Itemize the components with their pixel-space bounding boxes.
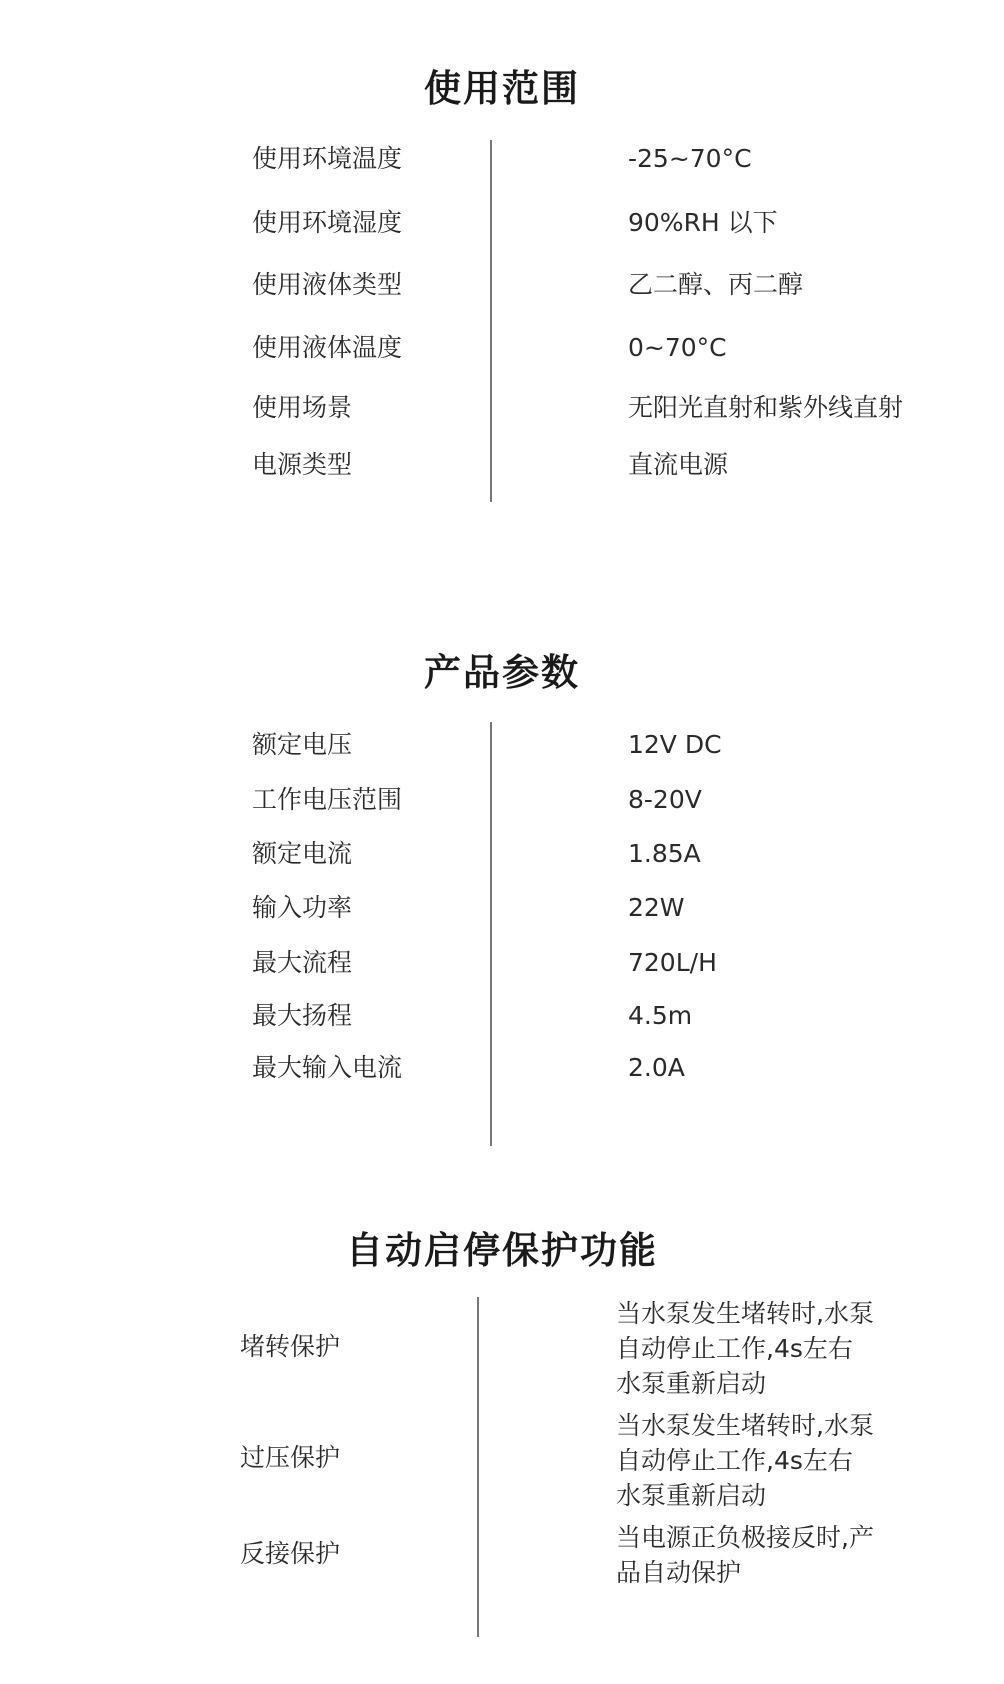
column-divider bbox=[477, 1297, 479, 1637]
row-label: 过压保护 bbox=[240, 1443, 341, 1472]
section-title: 自动启停保护功能 bbox=[346, 1229, 658, 1272]
row-label: 使用液体温度 bbox=[252, 333, 403, 362]
row-value: 1.85A bbox=[628, 839, 701, 868]
row-label: 额定电流 bbox=[252, 839, 353, 868]
row-value: 当水泵发生堵转时,水泵自动停止工作,4s左右水泵重新启动 bbox=[616, 1411, 874, 1510]
row-label: 使用环境湿度 bbox=[252, 208, 403, 237]
row-value: 720L/H bbox=[628, 948, 717, 977]
row-value: 直流电源 bbox=[628, 450, 729, 479]
row-value: -25~70°C bbox=[628, 144, 752, 173]
section-title: 使用范围 bbox=[424, 67, 580, 110]
row-value: 当电源正负极接反时,产品自动保护 bbox=[616, 1523, 874, 1587]
row-label: 使用环境温度 bbox=[252, 144, 403, 173]
row-value: 8-20V bbox=[628, 785, 702, 814]
row-label: 额定电压 bbox=[252, 730, 353, 759]
row-label: 最大输入电流 bbox=[252, 1053, 403, 1082]
row-value: 22W bbox=[628, 893, 685, 922]
row-label: 工作电压范围 bbox=[252, 785, 403, 814]
row-label: 使用液体类型 bbox=[252, 270, 403, 299]
row-label: 反接保护 bbox=[240, 1539, 341, 1568]
row-label: 输入功率 bbox=[252, 893, 353, 922]
row-value: 0~70°C bbox=[628, 333, 727, 362]
row-value: 乙二醇、丙二醇 bbox=[628, 270, 804, 299]
row-label: 使用场景 bbox=[252, 393, 353, 422]
column-divider bbox=[490, 140, 492, 502]
row-label: 最大流程 bbox=[252, 948, 353, 977]
row-value: 12V DC bbox=[628, 730, 722, 759]
row-value: 2.0A bbox=[628, 1053, 685, 1082]
row-label: 最大扬程 bbox=[252, 1001, 353, 1030]
row-label: 堵转保护 bbox=[240, 1332, 341, 1361]
row-value: 当水泵发生堵转时,水泵自动停止工作,4s左右水泵重新启动 bbox=[616, 1299, 874, 1398]
column-divider bbox=[490, 722, 492, 1146]
section-title: 产品参数 bbox=[424, 651, 580, 694]
row-label: 电源类型 bbox=[252, 450, 353, 479]
row-value: 无阳光直射和紫外线直射 bbox=[628, 393, 904, 422]
row-value: 90%RH 以下 bbox=[628, 208, 778, 237]
row-value: 4.5m bbox=[628, 1001, 693, 1030]
